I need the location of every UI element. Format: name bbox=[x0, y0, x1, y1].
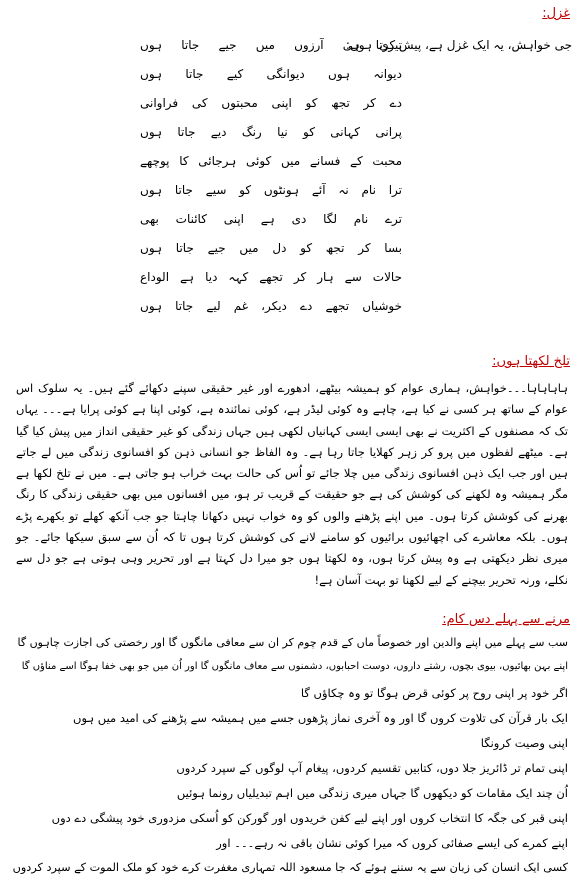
bitter-writing-paragraph: ہاہاہاہا۔۔۔خواہش، ہماری عوام کو ہمیشہ بیٹھے، ادھورے اور غیر حقیقی سپنے دکھائے گئے ہیں۔ یہ سلوک اس عوام کے ساتھ ہر کسی نے کیا ہے، چاہے وہ کوئی لیڈر ہے، کوئی نمائندہ ہے، کوئی اپنا ہے کوئی پرایا ہے۔۔۔ یہاں تک کہ مصنفوں کے اکثریت نے بھی ایسی ایسی کہانیاں لکھی ہیں جہاں زندگی کو غیر حقیقی انداز میں پیش کیا گیا ہے۔ میٹھے لفظوں میں پرو کر زہر کھلایا جاتا رہا ہے۔ وہ الفاظ جو انسانی ذہن کو افسانوی زندگی میں لے جاتے ہیں اور جب ایک ذہن افسانوی زندگی میں چلا جائے تو اُس کی حالت بہت خراب ہو جاتی ہے۔ میں نے تلخ لکھا ہے مگر ہمیشہ وہ لکھنے کی کوشش کی ہے جو حقیقت کے قریب تر ہو، میں افسانوں میں بھی حقیقی زندگی کا رنگ بھرنے کی کوشش کرتا ہوں۔ میں اپنے پڑھنے والوں کو وہ خواب نہیں دکھانا چاہتا جو جب آنکھ کھلے تو بکھرے پڑے ہوں۔ بلکہ معاشرے کی اچھائیوں برائیوں کو سامنے لانے کی کوشش کرتا ہوں تا کہ اُن سے سبق سیکھا جائے۔ جو میری نظر دیکھتی ہے وہ پیش کرتا ہوں، وہ لکھتا ہوں جو میرا دل کہتا ہے اور تحریر وہی ہوتی ہے جو دل سے نکلے، ورنہ تحریر بیچنے کے لیے لکھنا تو بہت آسان ہے! bbox=[16, 381, 568, 587]
list-item: اپنے کمرے کی ایسے صفائی کروں کہ میرا کوئی نشان باقی نہ رہے۔۔۔ اور bbox=[216, 836, 568, 850]
ten-tasks-heading: مرنے سے پہلے دس کام: bbox=[442, 612, 570, 627]
poem-line: پرانی کہانی کو نیا رنگ دیے جاتا ہوں bbox=[140, 125, 402, 139]
bitter-writing-heading: تلخ لکھتا ہوں: bbox=[492, 354, 570, 369]
poem-line: تیری ہی آرزوں میں جیے جاتا ہوں bbox=[140, 38, 402, 52]
poem-line: محبت کے فسانے میں کوئی ہرجائی کا پوچھے bbox=[140, 154, 402, 168]
list-item: اگر خود پر اپنی روح پر کوئی قرض ہوگا تو وہ چکاؤں گا bbox=[300, 686, 568, 700]
poem-line: ترے نام لگا دی ہے اپنی کائنات بھی bbox=[140, 212, 402, 226]
ghazal-heading: غزل: bbox=[542, 6, 570, 21]
poem-line: دے کر تجھ کو اپنی محبتوں کی فراوانی bbox=[140, 96, 402, 110]
list-item: اپنی قبر کی جگہ کا انتخاب کروں اور اپنے لیے کفن خریدوں اور گورکن کو اُسکی مزدوری خود پیشگی دے دوں bbox=[51, 811, 568, 825]
list-item: سب سے پہلے میں اپنے والدین اور خصوصاً ماں کے قدم چوم کر ان سے معافی مانگوں گا اور رخصتی کی اجازت چاہوں گا bbox=[17, 636, 568, 649]
list-item: اپنی وصیت کرونگا bbox=[480, 736, 568, 750]
poem-line: بسا کر تجھ کو دل میں جیے جاتا ہوں bbox=[140, 241, 402, 255]
ghazal-intro: جی خواہش، یہ ایک غزل ہے، پیش کرتا ہوں: bbox=[345, 38, 572, 52]
list-item: کسی ایک انسان کی زبان سے یہ سننے ہوئے کہ جا مسعود اللہ تمہاری مغفرت کرے خود کو ملک الموت کے سپرد کردوں bbox=[12, 861, 568, 874]
list-item: اُن چند ایک مقامات کو دیکھوں گا جہاں میری زندگی میں اہم تبدیلیاں رونما ہوئیں bbox=[176, 786, 568, 800]
list-item: ایک بار قرآن کی تلاوت کروں گا اور وہ آخری نماز پڑھوں جسے میں ہمیشہ سے پڑھنے کی امید میں ہوں bbox=[73, 711, 568, 725]
poem-line: دیوانہ ہوں دیوانگی کیے جاتا ہوں bbox=[140, 67, 402, 81]
poem-line: حالات سے ہار کر تجھے کہہ دیا ہے الوداع bbox=[140, 270, 402, 284]
poem-line: خوشیاں تجھے دے دیکر، غم لیے جاتا ہوں bbox=[140, 299, 402, 313]
list-item: اپنے بہن بھائیوں، بیوی بچوں، رشتے داروں، دوست احبابوں، دشمنوں سے معاف مانگوں گا اور اُن میں جو بھی خفا ہوگا اسے مناؤں گا bbox=[21, 661, 568, 672]
poem-line: ترا نام نہ آئے ہونٹوں کو سیے جاتا ہوں bbox=[140, 183, 402, 197]
list-item: اپنی تمام تر ڈائریز جلا دوں، کتابیں تقسیم کردوں، پیغام آپ لوگوں کے سپرد کردوں bbox=[176, 761, 568, 775]
